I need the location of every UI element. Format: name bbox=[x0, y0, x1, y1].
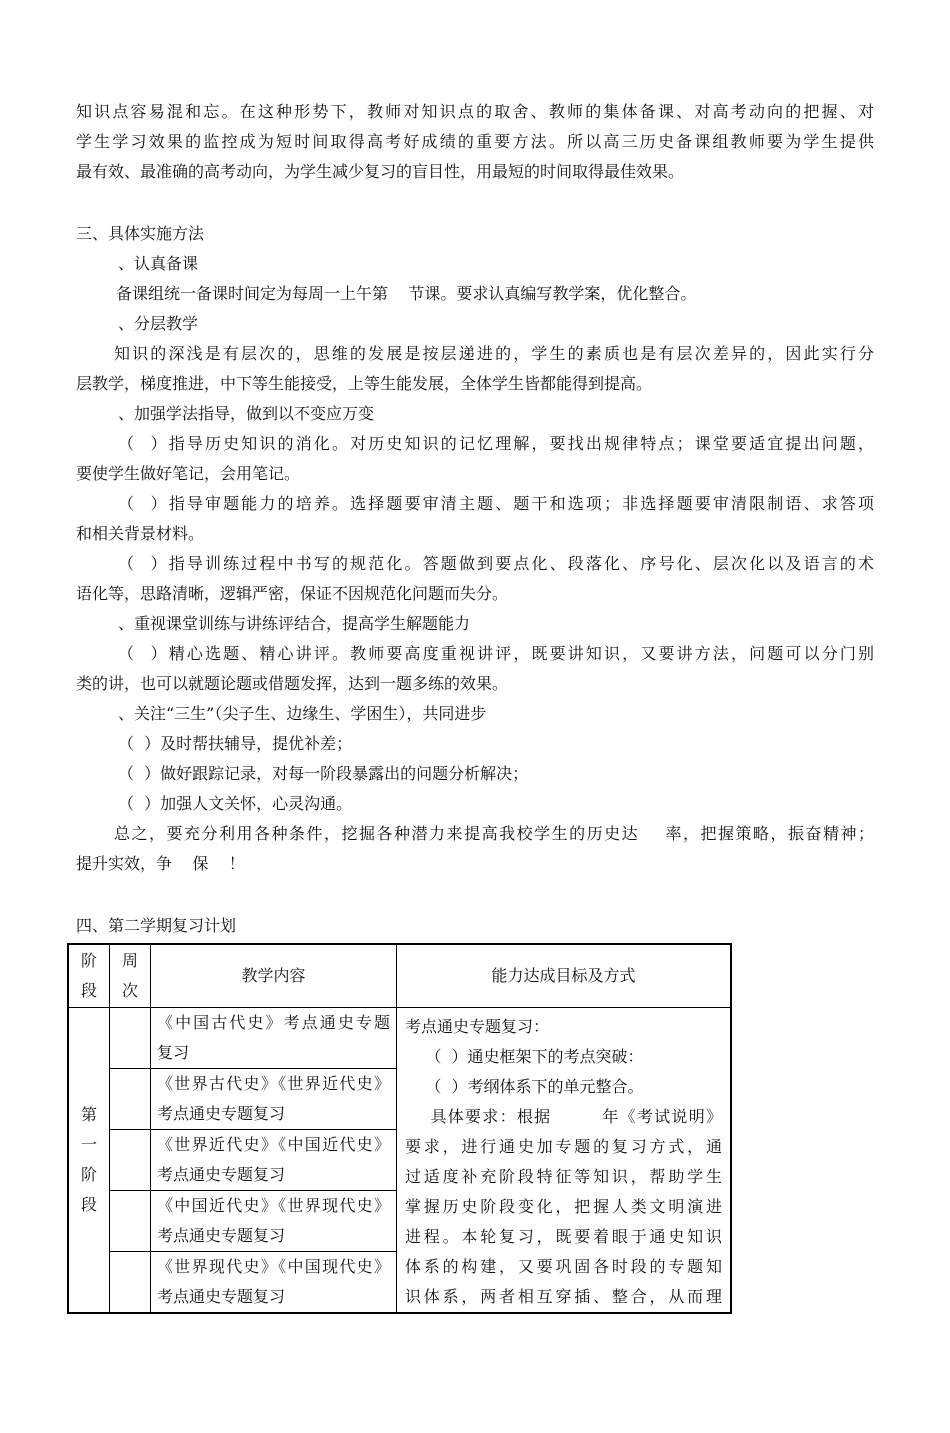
content-cell: 《世界近代史》《中国近代史》 考点通史专题复习 bbox=[151, 1130, 397, 1191]
text-line: 层教学，梯度推进，中下等生能接受，上等生能发展，全体学生皆都能得到提高。 bbox=[76, 374, 653, 393]
text-line: （ ）及时帮扶辅导，提优补差； bbox=[118, 734, 353, 753]
text-line: 要使学生做好笔记，会用笔记。 bbox=[76, 464, 301, 483]
week-cell bbox=[110, 1191, 151, 1252]
week-cell bbox=[110, 1252, 151, 1314]
text-line: 语化等，思路清晰，逻辑严密，保证不因规范化问题而失分。 bbox=[76, 584, 509, 603]
header-content: 教学内容 bbox=[151, 944, 397, 1008]
content-cell: 《世界古代史》《世界近代史》 考点通史专题复习 bbox=[151, 1069, 397, 1130]
week-cell bbox=[110, 1130, 151, 1191]
text-line: （ ）指导训练过程中书写的规范化。答题做到要点化、段落化、序号化、层次化以及语言的术 bbox=[118, 554, 874, 573]
item-heading: 、认真备课 bbox=[118, 254, 199, 273]
text-line: （ ）精心选题、精心讲评。教师要高度重视讲评，既要讲知识，又要讲方法，问题可以分门别 bbox=[118, 644, 874, 663]
text-line: 知识的深浅是有层次的，思维的发展是按层递进的，学生的素质也是有层次差异的，因此实行分 bbox=[114, 344, 874, 363]
week-cell bbox=[110, 1069, 151, 1130]
section-heading: 三、具体实施方法 bbox=[76, 224, 205, 243]
header-target: 能力达成目标及方式 bbox=[397, 944, 732, 1008]
table-header-row bbox=[68, 944, 731, 1008]
text-line: 最有效、最准确的高考动向，为学生减少复习的盲目性，用最短的时间取得最佳效果。 bbox=[76, 162, 685, 181]
header-week: 周 次 bbox=[110, 944, 151, 1008]
text-line: （ ）指导历史知识的消化。对历史知识的记忆理解，要找出规律特点；课堂要适宜提出问题， bbox=[118, 434, 874, 453]
item-heading: 、关注“三生”（尖子生、边缘生、学困生），共同进步 bbox=[118, 704, 487, 723]
item-heading: 、分层教学 bbox=[118, 314, 199, 333]
text-line: 备课组统一备课时间定为每周一上午第 节课。要求认真编写教学案，优化整合。 bbox=[116, 284, 697, 303]
text-line: 学生学习效果的监控成为短时间取得高考好成绩的重要方法。所以高三历史备课组教师要为学生提供 bbox=[76, 132, 874, 151]
text-line: 类的讲，也可以就题论题或借题发挥，达到一题多练的效果。 bbox=[76, 674, 509, 693]
text-line: 总之，要充分利用各种条件，挖掘各种潜力来提高我校学生的历史达 率，把握策略，振奋精神； bbox=[114, 824, 874, 843]
text-line: 知识点容易混和忘。在这种形势下，教师对知识点的取舍、教师的集体备课、对高考动向的把握、对 bbox=[76, 102, 874, 121]
header-stage: 阶 段 bbox=[68, 944, 110, 1008]
content-cell: 《中国近代史》《世界现代史》 考点通史专题复习 bbox=[151, 1191, 397, 1252]
table-row bbox=[68, 1008, 731, 1069]
text-line: （ ）做好跟踪记录，对每一阶段暴露出的问题分析解决； bbox=[118, 764, 529, 783]
review-plan-table bbox=[67, 943, 732, 1314]
item-heading: 、加强学法指导，做到以不变应万变 bbox=[118, 404, 375, 423]
content-cell: 《中国古代史》考点通史专题 复习 bbox=[151, 1008, 397, 1069]
target-cell: 考点通史专题复习： （ ）通史框架下的考点突破： （ ）考纲体系下的单元整合。 具体要求：根据 年《考试说明》 要求，进行通史加专题的复习方式，通 过适度补充阶段特征等知识，帮助学生 掌握历史阶段变化，把握人类文明演进 进程。本轮复习，既要着眼于通史知识 体系的构建，又要巩固各时段的专题知 识体系，两者相互穿插、整合，从而理 bbox=[397, 1008, 732, 1314]
week-cell bbox=[110, 1008, 151, 1069]
text-line: 和相关背景材料。 bbox=[76, 524, 205, 543]
content-cell: 《世界现代史》《中国现代史》 考点通史专题复习 bbox=[151, 1252, 397, 1314]
item-heading: 、重视课堂训练与讲练评结合，提高学生解题能力 bbox=[118, 614, 471, 633]
text-line: （ ）指导审题能力的培养。选择题要审清主题、题干和选项；非选择题要审清限制语、求答项 bbox=[118, 494, 874, 513]
stage-label: 第 一 阶 段 bbox=[68, 1008, 110, 1314]
text-line: 提升实效，争 保 ！ bbox=[76, 854, 245, 873]
section-heading: 四、第二学期复习计划 bbox=[76, 916, 237, 935]
text-line: （ ）加强人文关怀，心灵沟通。 bbox=[118, 794, 353, 813]
